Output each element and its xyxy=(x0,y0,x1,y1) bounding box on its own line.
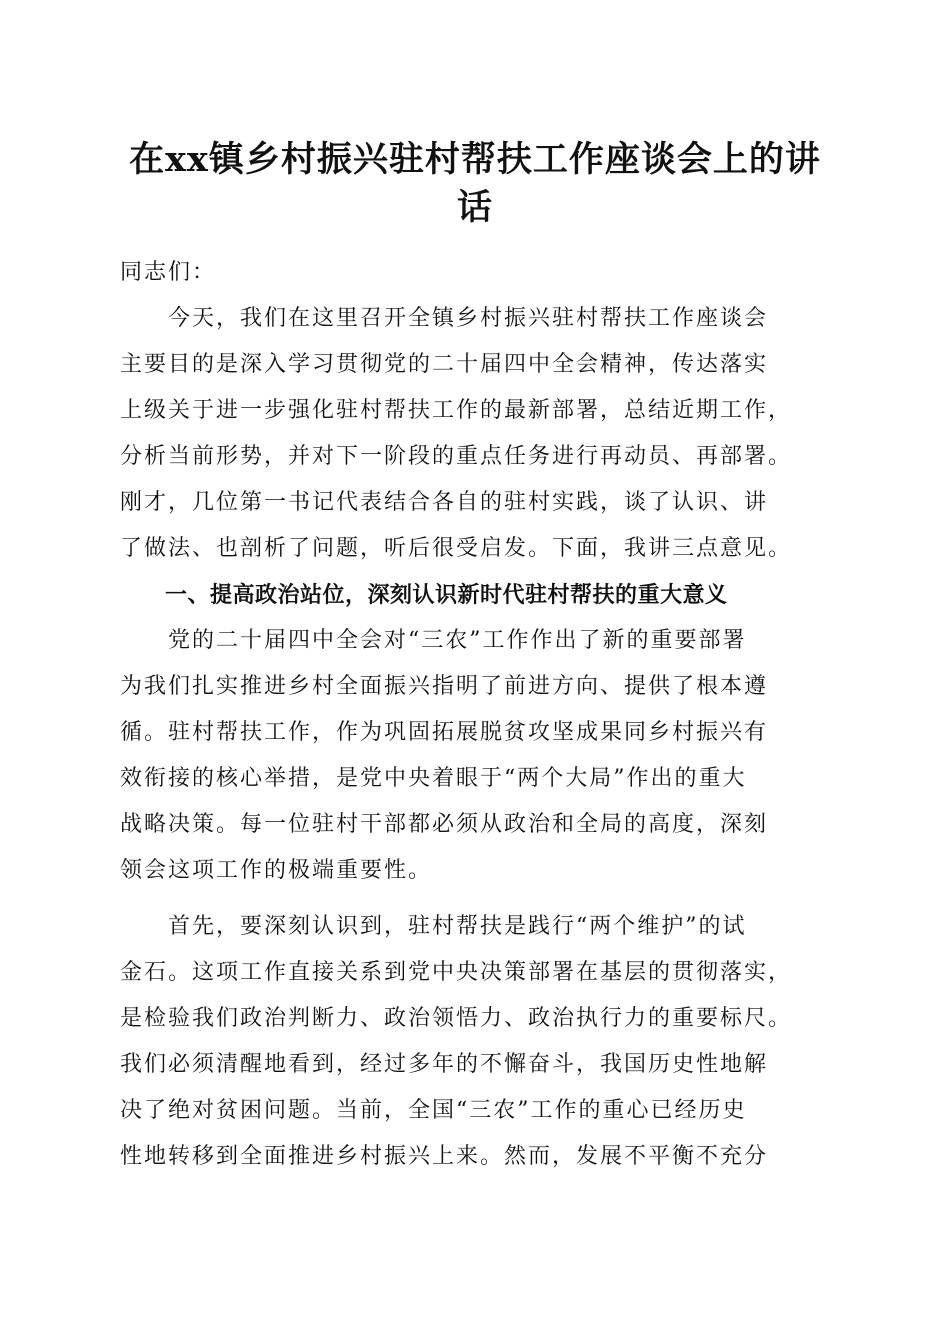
title-line: 在xx镇乡村振兴驻村帮扶工作座谈会上的讲 xyxy=(129,139,821,180)
text-line: 领会这项工作的极端重要性。 xyxy=(120,858,433,883)
salutation: 同志们： xyxy=(120,260,217,285)
text-line: 党的二十届四中全会对“三农”工作作出了新的重要部署 xyxy=(120,628,747,653)
paragraph-gap xyxy=(120,894,840,904)
paragraph-intro xyxy=(120,296,840,572)
title-line: 话 xyxy=(456,187,493,228)
paragraph-significance xyxy=(120,618,840,894)
section-heading: 一、提高政治站位，深刻认识新时代驻村帮扶的重大意义 xyxy=(120,582,728,608)
text-line: 我们必须清醒地看到，经过多年的不懈奋斗，我国历史性地解 xyxy=(120,1052,769,1077)
paragraph-first-point xyxy=(120,904,840,1180)
document-body xyxy=(120,250,840,1180)
text-line: 今天，我们在这里召开全镇乡村振兴驻村帮扶工作座谈会 xyxy=(120,306,769,331)
text-line: 首先，要深刻认识到，驻村帮扶是践行“两个维护”的试 xyxy=(120,914,747,939)
text-line: 效衔接的核心举措，是党中央着眼于“两个大局”作出的重大 xyxy=(120,766,747,791)
text-line: 上级关于进一步强化驻村帮扶工作的最新部署，总结近期工作， xyxy=(120,398,793,423)
text-line: 循。驻村帮扶工作，作为巩固拓展脱贫攻坚成果同乡村振兴有 xyxy=(120,720,769,745)
text-line: 分析当前形势，并对下一阶段的重点任务进行再动员、再部署。 xyxy=(120,444,793,469)
text-line: 性地转移到全面推进乡村振兴上来。然而，发展不平衡不充分 xyxy=(120,1144,769,1169)
text-line: 刚才，几位第一书记代表结合各自的驻村实践，谈了认识、讲 xyxy=(120,490,769,515)
text-line: 了做法、也剖析了问题，听后很受启发。下面，我讲三点意见。 xyxy=(120,536,793,561)
text-line: 是检验我们政治判断力、政治领悟力、政治执行力的重要标尺。 xyxy=(120,1006,793,1031)
text-line: 战略决策。每一位驻村干部都必须从政治和全局的高度，深刻 xyxy=(120,812,769,837)
document-title xyxy=(0,136,950,232)
text-line: 金石。这项工作直接关系到党中央决策部署在基层的贯彻落实， xyxy=(120,960,793,985)
text-line: 为我们扎实推进乡村全面振兴指明了前进方向、提供了根本遵 xyxy=(120,674,769,699)
text-line: 决了绝对贫困问题。当前，全国“三农”工作的重心已经历史 xyxy=(120,1098,747,1123)
text-line: 主要目的是深入学习贯彻党的二十届四中全会精神，传达落实 xyxy=(120,352,769,377)
